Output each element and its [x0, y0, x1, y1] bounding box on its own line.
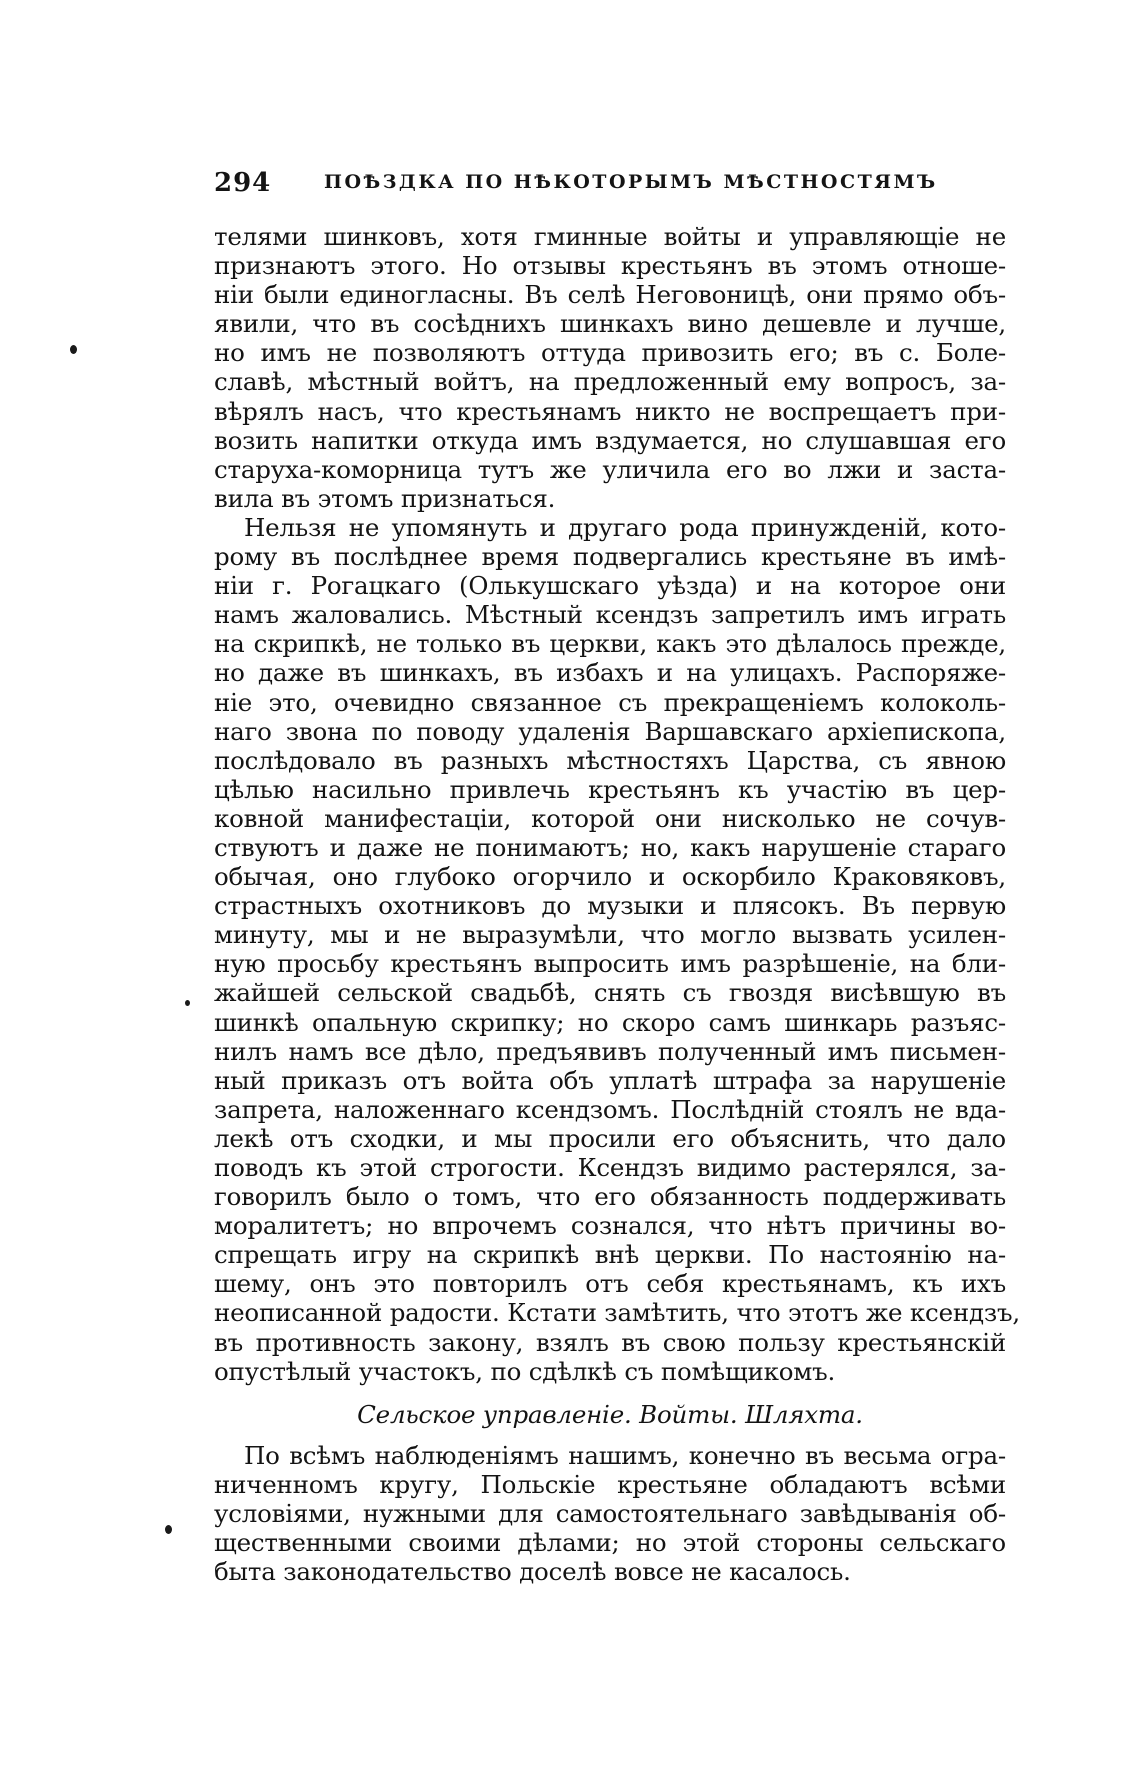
- print-speck: [185, 1000, 190, 1006]
- body-text: [214, 222, 1021, 1587]
- text-line: моралитетъ; но впрочемъ сознался, что нѣтъ причины во-: [214, 1211, 1006, 1241]
- text-line: старуха-коморница тутъ же уличила его во лжи и заста-: [214, 454, 1006, 484]
- text-line: ный приказъ отъ войта объ уплатѣ штрафа за нарушеніе: [214, 1065, 1006, 1095]
- text-line: жайшей сельской свадьбѣ, снять съ гвоздя висѣвшую въ: [214, 978, 1006, 1008]
- text-line: лекѣ отъ сходки, и мы просили его объяснить, что дало: [214, 1123, 1006, 1153]
- text-line: цѣлью насильно привлечь крестьянъ къ участію въ цер-: [214, 774, 1006, 804]
- text-line: ковной манифестаціи, которой они нисколько не сочув-: [214, 803, 1006, 833]
- text-line: въ противность закону, взялъ въ свою пользу крестьянскій: [214, 1327, 1006, 1357]
- text-line: быта законодательство доселѣ вовсе не касалось.: [214, 1557, 851, 1587]
- text-line: По всѣмъ наблюденіямъ нашимъ, конечно въ весьма огра-: [244, 1440, 1006, 1470]
- text-line: Нельзя не упомянуть и другаго рода принужденій, кото-: [244, 512, 1006, 542]
- text-line: неописанной радости. Кстати замѣтить, что этотъ же ксендзъ,: [214, 1298, 1021, 1328]
- text-line: щественными своими дѣлами; но этой стороны сельскаго: [214, 1528, 1006, 1558]
- text-line: явили, что въ сосѣднихъ шинкахъ вино дешевле и лучше,: [214, 309, 1006, 339]
- text-line: поводъ къ этой строгости. Ксендзъ видимо растерялся, за-: [214, 1153, 1006, 1182]
- text-line: страстныхъ охотниковъ до музыки и плясокъ. Въ первую: [214, 891, 1006, 921]
- text-line: ніе это, очевидно связанное съ прекращеніемъ колоколь-: [214, 687, 1006, 717]
- text-line: вѣрялъ насъ, что крестьянамъ никто не воспрещаетъ при-: [214, 396, 1006, 426]
- text-line: рому въ послѣднее время подвергались крестьяне въ имѣ-: [214, 542, 1006, 572]
- text-line: телями шинковъ, хотя гминные войты и управляющіе не: [214, 222, 1006, 251]
- page-header: [214, 168, 1006, 208]
- text-line: шему, онъ это повторилъ отъ себя крестьянамъ, къ ихъ: [214, 1269, 1006, 1299]
- text-line: на скрипкѣ, не только въ церкви, какъ это дѣлалось прежде,: [214, 629, 1006, 659]
- text-line: нилъ намъ все дѣло, предъявивъ полученный имъ письмен-: [214, 1036, 1006, 1066]
- text-line: спрещать игру на скрипкѣ внѣ церкви. По настоянію на-: [214, 1240, 1006, 1270]
- running-head: ПОѢЗДКА ПО НѢКОТОРЫМЪ МѢСТНОСТЯМЪ: [324, 171, 938, 193]
- text-line: наго звона по поводу удаленія Варшавскаго архіепископа,: [214, 716, 1006, 746]
- text-line: славѣ, мѣстный войтъ, на предложенный ему вопросъ, за-: [214, 367, 1006, 397]
- text-line: вила въ этомъ признаться.: [214, 483, 556, 513]
- text-line: ную просьбу крестьянъ выпросить имъ разрѣшеніе, на бли-: [214, 949, 1006, 979]
- text-line: условіями, нужными для самостоятельнаго завѣдыванія об-: [214, 1499, 1006, 1529]
- text-line: намъ жаловались. Мѣстный ксендзъ запретилъ имъ играть: [214, 600, 1006, 630]
- text-line: но даже въ шинкахъ, въ избахъ и на улицахъ. Распоряже-: [214, 658, 1006, 688]
- text-line: но имъ не позволяютъ оттуда привозить его; въ с. Боле-: [214, 338, 1006, 368]
- text-line: признаютъ этого. Но отзывы крестьянъ въ этомъ отноше-: [214, 251, 1006, 281]
- text-line: шинкѣ опальную скрипку; но скоро самъ шинкарь разъяс-: [214, 1007, 1006, 1037]
- print-speck: [165, 1525, 172, 1534]
- text-line: ниченномъ кругу, Польскіе крестьяне обладаютъ всѣми: [214, 1469, 1006, 1499]
- text-line: опустѣлый участокъ, по сдѣлкѣ съ помѣщикомъ.: [214, 1356, 836, 1386]
- text-line: говорилъ было о томъ, что его обязанность поддерживать: [214, 1182, 1006, 1212]
- text-line: запрета, наложеннаго ксендзомъ. Послѣдній стоялъ не вда-: [214, 1094, 1006, 1124]
- text-line: обычая, оно глубоко огорчило и оскорбило Краковяковъ,: [214, 862, 1006, 892]
- section-subheading: Сельское управленіе. Войты. Шляхта.: [357, 1399, 863, 1429]
- page-number: 294: [214, 168, 272, 198]
- text-line: послѣдовало въ разныхъ мѣстностяхъ Царства, съ явною: [214, 745, 1006, 775]
- print-speck: [70, 345, 77, 354]
- text-line: минуту, мы и не выразумѣли, что могло вызвать усилен-: [214, 920, 1006, 950]
- text-line: возить напитки откуда имъ вздумается, но слушавшая его: [214, 425, 1006, 455]
- text-line: ствуютъ и даже не понимаютъ; но, какъ нарушеніе стараго: [214, 832, 1006, 862]
- text-line: ніи были единогласны. Въ селѣ Неговоницѣ, они прямо объ-: [214, 280, 1006, 310]
- text-line: ніи г. Рогацкаго (Олькушскаго уѣзда) и на которое они: [214, 571, 1006, 601]
